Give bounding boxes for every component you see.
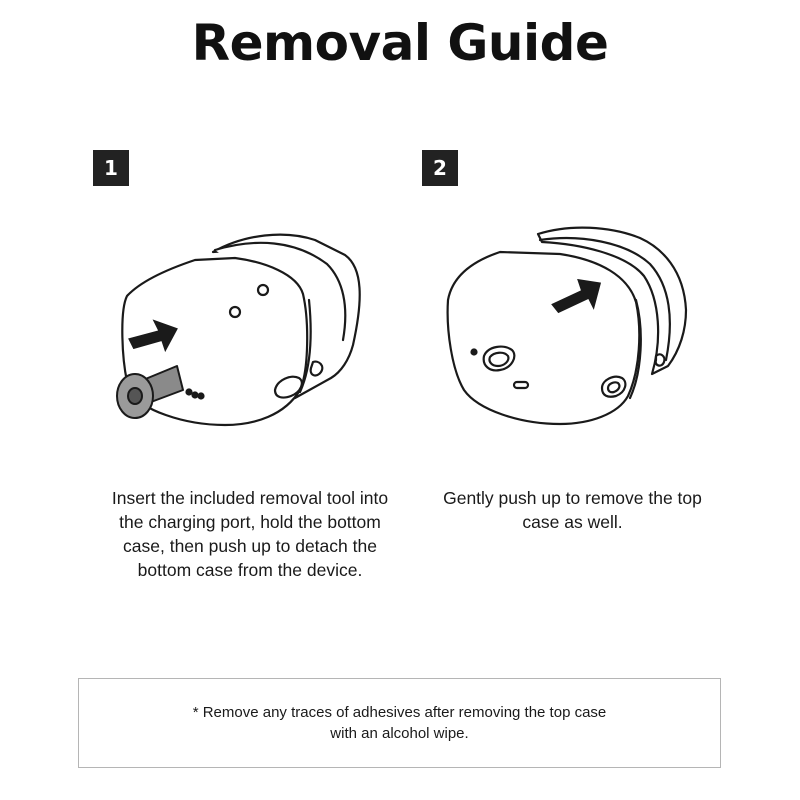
step-2-badge: 2 xyxy=(422,150,458,186)
step-2-instruction: Gently push up to remove the top case as well. xyxy=(443,488,702,532)
earbud-case-with-removal-tool-icon xyxy=(95,220,385,440)
page-title: Removal Guide xyxy=(191,14,609,72)
note-box xyxy=(78,678,721,768)
step-1-badge: 1 xyxy=(93,150,129,186)
step-1-instruction: Insert the included removal tool into the charging port, hold the bottom case, then push up to detach the bottom case from the device. xyxy=(111,488,389,580)
earbud-case-top-removal-icon xyxy=(430,220,710,440)
note-text: * Remove any traces of adhesives after removing the top case with an alcohol wipe. xyxy=(192,704,607,742)
